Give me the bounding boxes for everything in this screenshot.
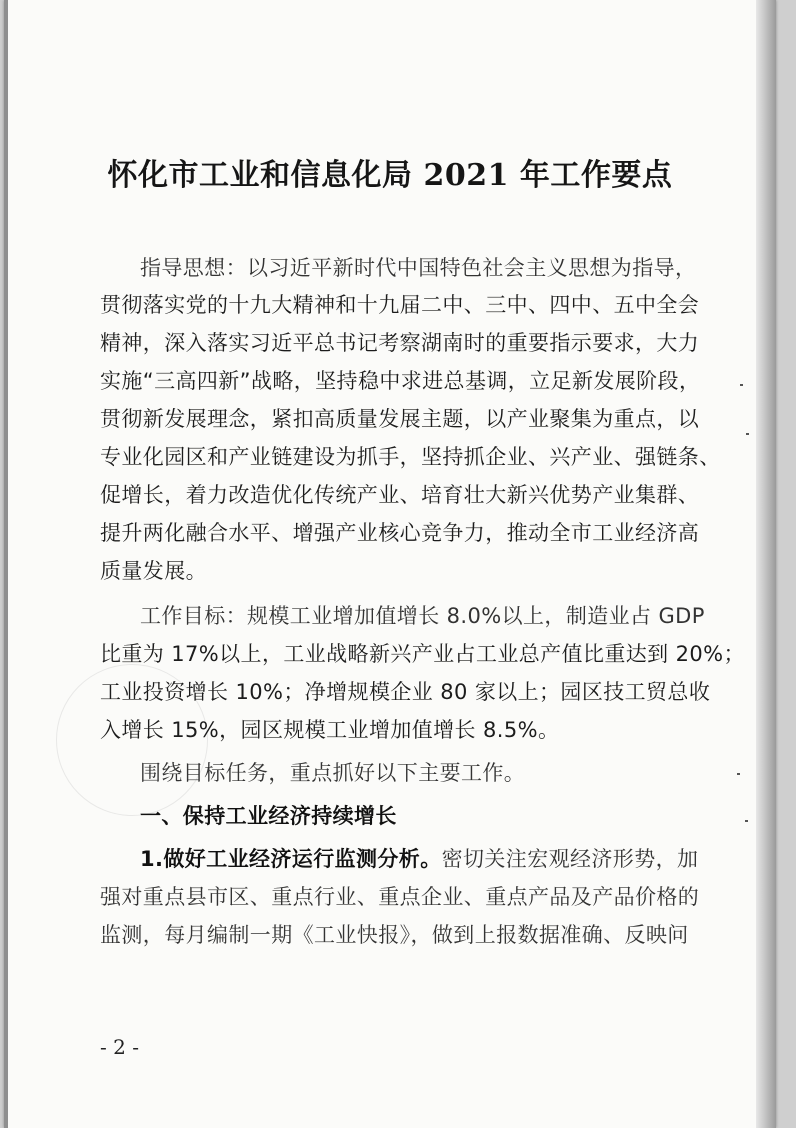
- page-right-shadow: [756, 0, 776, 1128]
- paragraph-line: 比重为 17%以上，工业战略新兴产业占工业总产值比重达到 20%；: [100, 642, 745, 666]
- section-heading: 一、保持工业经济持续增长: [140, 804, 397, 828]
- scan-speck: [737, 773, 740, 775]
- paragraph-line: 实施“三高四新”战略，坚持稳中求进总基调，立足新发展阶段，: [100, 369, 701, 393]
- paragraph-line: 贯彻落实党的十九大精神和十九届二中、三中、四中、五中全会: [100, 293, 700, 317]
- paragraph-line: 入增长 15%，园区规模工业增加值增长 8.5%。: [100, 718, 560, 742]
- paragraph-line: 监测，每月编制一期《工业快报》，做到上报数据准确、反映问: [100, 923, 689, 947]
- item-first-line: [140, 843, 700, 873]
- document-page: [4, 0, 776, 1128]
- paragraph-line: 促增长，着力改造优化传统产业、培育壮大新兴优势产业集群、: [100, 483, 700, 507]
- paragraph-line: 精神，深入落实习近平总书记考察湖南时的重要指示要求，大力: [100, 331, 700, 355]
- item-text: 密切关注宏观经济形势，加: [441, 847, 699, 871]
- paragraph-line: 围绕目标任务，重点抓好以下主要工作。: [140, 761, 526, 785]
- document-title: 怀化市工业和信息化局 2021 年工作要点: [107, 158, 673, 193]
- page-number: - 2 -: [100, 1035, 139, 1059]
- paragraph-line: 指导思想：以习近平新时代中国特色社会主义思想为指导，: [140, 256, 697, 280]
- paragraph-line: 质量发展。: [100, 559, 207, 583]
- paragraph-line: 工业投资增长 10%；净增规模企业 80 家以上；园区技工贸总收: [100, 680, 711, 704]
- paragraph-line: 提升两化融合水平、增强产业核心竞争力，推动全市工业经济高: [100, 521, 700, 545]
- paragraph-line: 强对重点县市区、重点行业、重点企业、重点产品及产品价格的: [100, 885, 700, 909]
- paragraph-line: 工作目标：规模工业增加值增长 8.0%以上，制造业占 GDP: [140, 604, 705, 628]
- scan-speck: [745, 820, 748, 822]
- paragraph-line: 贯彻新发展理念，紧扣高质量发展主题，以产业聚集为重点，以: [100, 407, 700, 431]
- scan-speck: [746, 433, 749, 435]
- paragraph-line: 专业化园区和产业链建设为抓手，坚持抓企业、兴产业、强链条、: [100, 445, 721, 469]
- scan-speck: [740, 384, 743, 386]
- item-heading: 1.做好工业经济运行监测分析。: [140, 847, 442, 871]
